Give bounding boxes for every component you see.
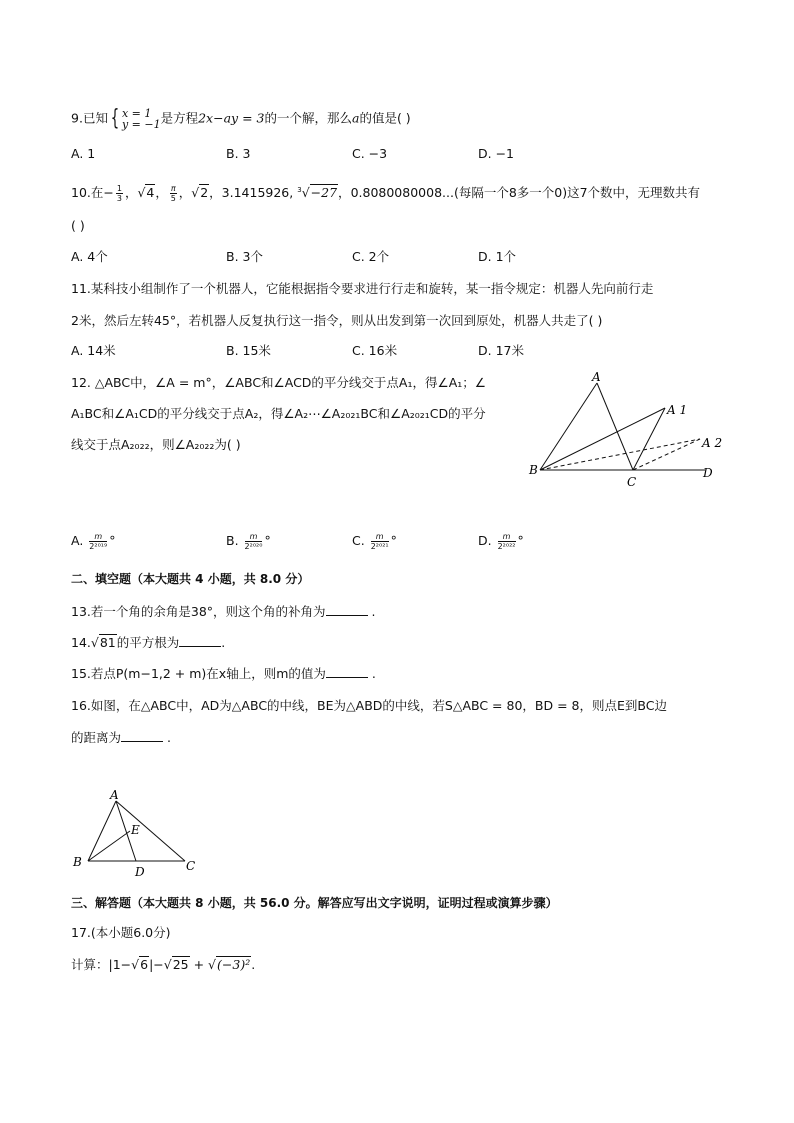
label-c: C [186,859,196,873]
q11-option-b[interactable]: B. 15米 [226,343,271,358]
q12-option-d[interactable]: D. $\frac{m}{\text{2²⁰²²}}$ ° [478,532,524,551]
section-2-heading: 二、填空题（本大题共 4 小题，共 8.0 分） [71,572,310,586]
label-c: C [627,475,637,489]
q10-option-c[interactable]: C. 2个 [352,249,390,264]
q10-option-b[interactable]: B. 3个 [226,249,263,264]
q11-option-a[interactable]: A. 14米 [71,343,116,358]
q10-option-a[interactable]: A. 4个 [71,249,108,264]
q9-number: 9. [71,110,83,126]
q16-line2: 的距离为 . [71,730,171,745]
q12-line1: 12. △ABC中，∠A = m°，∠ABC和∠ACD的平分线交于点A₁，得∠A₁；∠ [71,375,486,390]
q12-option-b[interactable]: B. $\frac{m}{\text{2²⁰²⁰}}$ ° [226,532,271,551]
answer-blank[interactable] [326,603,368,616]
q12-line3: 线交于点A₂₀₂₂，则∠A₂₀₂₂为( ) [71,437,241,452]
q12-option-c[interactable]: C. $\frac{m}{\text{2²⁰²¹}}$ ° [352,532,397,551]
answer-blank[interactable] [179,634,221,647]
q14: 14.√81的平方根为 . [71,635,226,650]
q9-option-c[interactable]: C. −3 [352,146,388,161]
q12-line2: A₁BC和∠A₁CD的平分线交于点A₂，得∠A₂⋯∠A₂₀₂₁BC和∠A₂₀₂₁CD的平分 [71,406,486,421]
label-d: D [135,865,145,879]
equation-system: x = 1 y = −1 [121,107,161,131]
q13: 13.若一个角的余角是38°，则这个角的补角为 . [71,604,376,619]
answer-blank[interactable] [326,665,368,678]
q9-stem: 9.已知 { x = 1 y = −1 是方程2x−ay = 3的一个解，那么a的值是( ) [71,106,411,131]
q10-paren: ( ) [71,218,85,233]
label-b: B [73,855,82,869]
q10-option-d[interactable]: D. 1个 [478,249,517,264]
label-a1: A 1 [667,403,688,417]
label-b: B [529,463,538,477]
answer-blank[interactable] [121,729,163,742]
label-e: E [131,823,140,837]
q10-stem: 10.在− $\frac{1}{3}$ ，√4， $\frac{\pi}{5}$ ，√2，3.1415926, $^3$√−27，0.8080080008...(每隔一个8多一个0)这7个数中，无理数共有 [71,184,701,204]
label-a: A [592,370,601,384]
q15: 15.若点P(m−1,2 + m)在x轴上，则m的值为 . [71,666,376,681]
q12-figure [520,370,730,490]
q9-option-d[interactable]: D. −1 [478,146,514,161]
q16-figure [68,787,208,879]
q11-option-d[interactable]: D. 17米 [478,343,524,358]
fraction: $\frac{\pi}{5}$ [170,184,176,204]
label-d: D [703,466,713,480]
q9-option-a[interactable]: A. 1 [71,146,96,161]
q11-line2: 2米，然后左转45°，若机器人反复执行这一指令，则从出发到第一次回到原处，机器人共走了( ) [71,313,603,328]
q11-line1: 11.某科技小组制作了一个机器人，它能根据指令要求进行行走和旋转，某一指令规定：机器人先向前行走 [71,281,654,296]
label-a: A [110,788,119,802]
fraction: $\frac{1}{3}$ [116,184,122,204]
label-a2: A 2 [702,436,723,450]
q16-line1: 16.如图，在△ABC中，AD为△ABC的中线，BE为△ABD的中线，若S△ABC = 80，BD = 8，则点E到BC边 [71,698,667,713]
q9-option-b[interactable]: B. 3 [226,146,251,161]
q17-title: 17.(本小题6.0分) [71,925,171,940]
q17-expression: 计算：|1−√6|−√25 + √(−3)². [71,957,256,972]
section-3-heading: 三、解答题（本大题共 8 小题，共 56.0 分。解答应写出文字说明，证明过程或演算步骤） [71,896,558,910]
q11-option-c[interactable]: C. 16米 [352,343,398,358]
q12-option-a[interactable]: A. $\frac{m}{\text{2²⁰¹⁹}}$ ° [71,532,116,551]
